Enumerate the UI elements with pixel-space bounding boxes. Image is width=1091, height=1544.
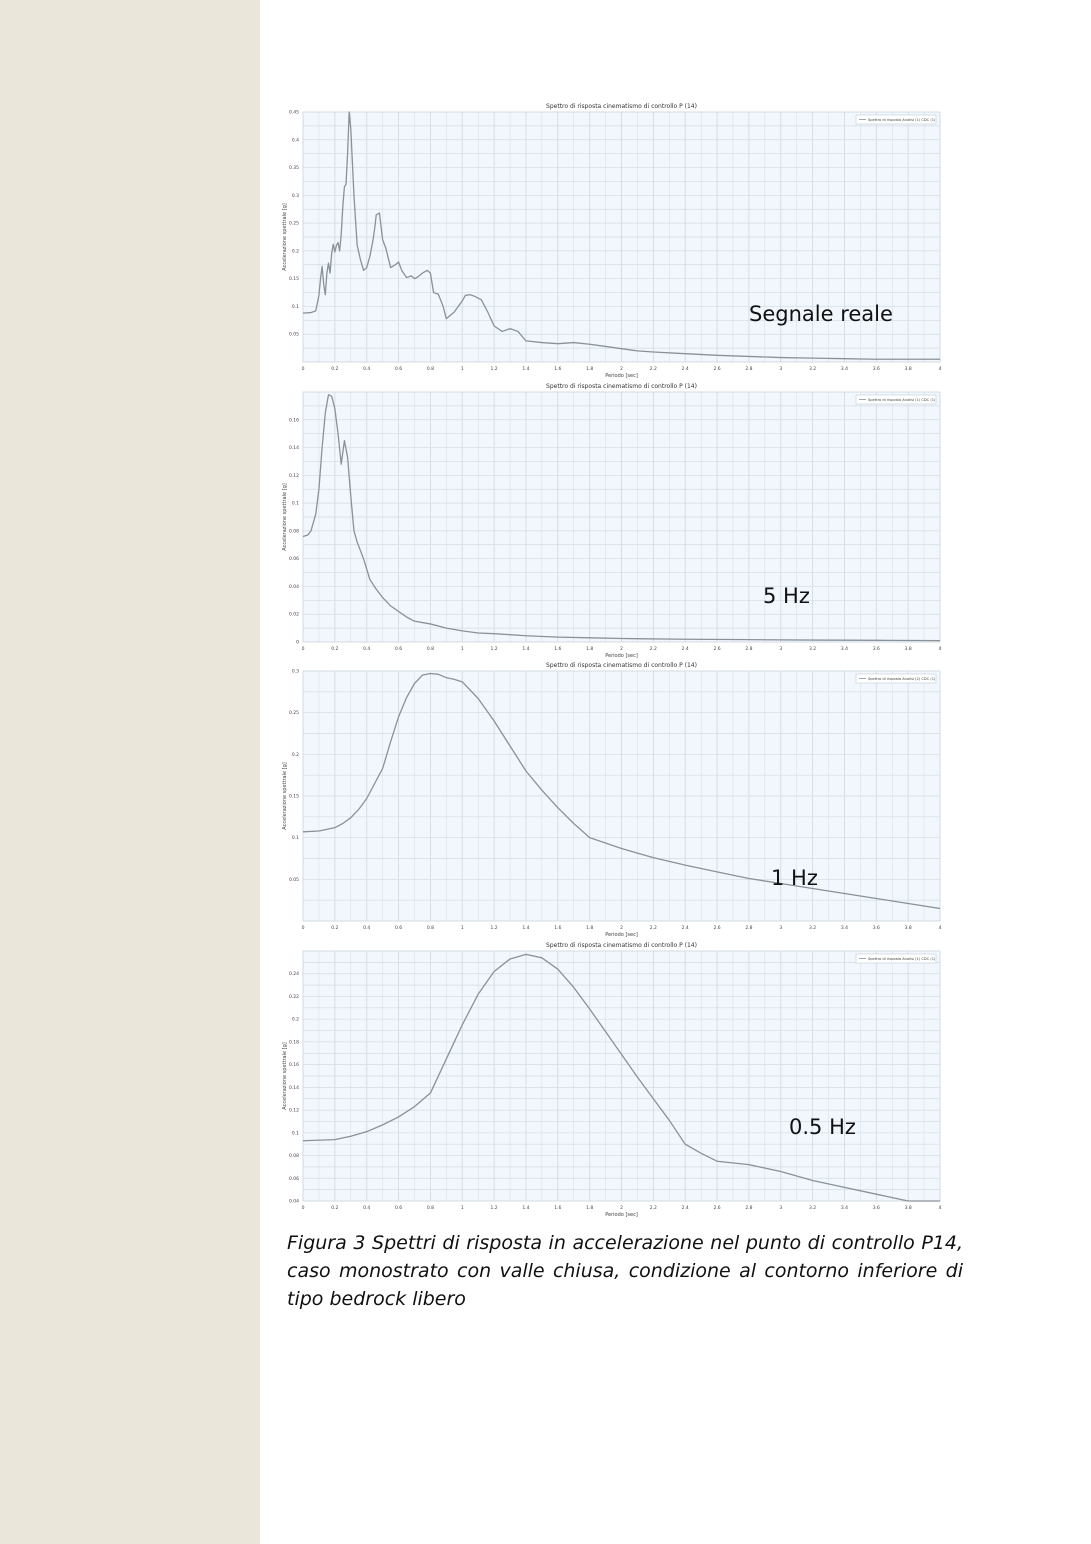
x-tick-label: 4 [938, 926, 942, 931]
x-tick-label: 1.6 [554, 1206, 562, 1211]
y-tick-label: 0.05 [288, 332, 299, 338]
y-tick-label: 0.06 [288, 1176, 299, 1182]
x-tick-label: 1.2 [490, 1206, 498, 1211]
x-tick-label: 1.4 [522, 1206, 530, 1211]
x-tick-label: 1 [460, 1206, 464, 1211]
x-tick-label: 1.2 [490, 926, 498, 931]
x-tick-label: 2.6 [713, 647, 721, 652]
x-tick-label: 2.6 [713, 1206, 721, 1211]
x-tick-label: 2.2 [649, 367, 657, 372]
x-tick-label: 3.2 [809, 1206, 817, 1211]
chart-annotation: 5 Hz [763, 584, 810, 608]
x-tick-label: 2 [620, 367, 623, 372]
x-tick-label: 0.8 [426, 926, 434, 931]
x-tick-label: 2.2 [649, 1206, 657, 1211]
legend-label: Spettro di risposta Analisi (1) CDC (1) [868, 118, 936, 122]
x-tick-label: 2.2 [649, 647, 657, 652]
x-tick-label: 3.6 [872, 926, 880, 931]
chart-title: Spettro di risposta cinematismo di controllo P (14) [546, 383, 697, 390]
y-tick-label: 0.16 [288, 1063, 299, 1069]
x-tick-label: 1.4 [522, 647, 530, 652]
y-tick-label: 0.1 [291, 304, 299, 310]
y-tick-label: 0.35 [288, 166, 299, 172]
y-tick-label: 0.15 [288, 794, 299, 800]
y-axis-label: Accelerazione spettrale [g] [282, 762, 288, 830]
x-tick-label: 0.8 [426, 367, 434, 372]
y-tick-label: 0.2 [291, 752, 299, 758]
x-tick-label: 1.8 [586, 1206, 594, 1211]
x-tick-label: 1.4 [522, 367, 530, 372]
y-tick-label: 0.22 [288, 994, 299, 1000]
x-tick-label: 1 [460, 647, 464, 652]
x-tick-label: 1 [460, 367, 464, 372]
x-tick-label: 3 [779, 1206, 783, 1211]
x-tick-label: 0 [301, 926, 305, 931]
chart-title: Spettro di risposta cinematismo di controllo P (14) [546, 103, 697, 110]
chart-annotation: Segnale reale [749, 302, 893, 326]
x-tick-label: 0.4 [363, 926, 371, 931]
x-tick-label: 3 [779, 647, 783, 652]
x-tick-label: 2 [620, 926, 623, 931]
y-tick-label: 0.06 [288, 557, 299, 563]
legend-label: Spettro di risposta Analisi (2) CDC (1) [868, 677, 936, 681]
chart-annotation: 1 Hz [771, 866, 818, 890]
x-axis-label: Periodo [sec] [605, 1212, 638, 1218]
x-tick-label: 0.4 [363, 647, 371, 652]
y-tick-label: 0.2 [291, 249, 299, 255]
y-tick-label: 0.12 [288, 473, 299, 479]
spectrum-chart-2 [280, 380, 950, 660]
x-tick-label: 3.2 [809, 367, 817, 372]
y-tick-label: 0.4 [291, 138, 299, 144]
x-tick-label: 3.8 [904, 647, 912, 652]
x-tick-label: 1.6 [554, 367, 562, 372]
x-tick-label: 0.2 [331, 926, 339, 931]
x-axis-label: Periodo [sec] [605, 653, 638, 659]
x-tick-label: 0.4 [363, 1206, 371, 1211]
x-tick-label: 2 [620, 1206, 623, 1211]
x-tick-label: 0 [301, 1206, 305, 1211]
x-tick-label: 0 [301, 647, 305, 652]
x-tick-label: 0.6 [394, 647, 403, 652]
x-tick-label: 0.4 [363, 367, 371, 372]
chart-title: Spettro di risposta cinematismo di controllo P (14) [546, 662, 697, 669]
x-tick-label: 3.2 [809, 647, 817, 652]
x-tick-label: 2.8 [745, 926, 753, 931]
chart-title: Spettro di risposta cinematismo di controllo P (14) [546, 942, 697, 949]
y-tick-label: 0.08 [288, 1154, 299, 1160]
y-tick-label: 0.2 [291, 1017, 299, 1023]
x-tick-label: 2 [620, 647, 623, 652]
y-tick-label: 0.3 [291, 193, 299, 199]
y-tick-label: 0.12 [288, 1108, 299, 1114]
x-tick-label: 3 [779, 367, 783, 372]
spectrum-chart-1 [280, 100, 950, 380]
x-tick-label: 0.6 [394, 1206, 403, 1211]
y-tick-label: 0.05 [288, 877, 299, 883]
y-tick-label: 0.18 [288, 1040, 299, 1046]
x-tick-label: 0 [301, 367, 305, 372]
y-tick-label: 0.14 [288, 1085, 299, 1091]
x-tick-label: 3.8 [904, 926, 912, 931]
x-tick-label: 4 [938, 1206, 942, 1211]
x-tick-label: 0.8 [426, 1206, 434, 1211]
x-tick-label: 1.6 [554, 647, 562, 652]
x-tick-label: 3.6 [872, 1206, 880, 1211]
x-tick-label: 2.4 [681, 1206, 689, 1211]
y-tick-label: 0 [296, 640, 299, 646]
x-tick-label: 3.6 [872, 367, 880, 372]
y-tick-label: 0.04 [288, 1199, 299, 1205]
y-tick-label: 0.14 [288, 446, 299, 452]
y-tick-label: 0.25 [288, 711, 299, 717]
y-tick-label: 0.1 [291, 1131, 299, 1137]
x-tick-label: 2.6 [713, 926, 721, 931]
x-tick-label: 0.2 [331, 1206, 339, 1211]
x-tick-label: 2.4 [681, 647, 689, 652]
x-tick-label: 3.8 [904, 367, 912, 372]
x-axis-label: Periodo [sec] [605, 932, 638, 938]
x-tick-label: 2.8 [745, 1206, 753, 1211]
x-tick-label: 0.6 [394, 367, 403, 372]
legend-label: Spettro di risposta Analisi (1) CDC (1) [868, 398, 936, 402]
x-tick-label: 1 [460, 926, 464, 931]
x-tick-label: 2.2 [649, 926, 657, 931]
y-tick-label: 0.15 [288, 277, 299, 283]
x-tick-label: 3.4 [840, 1206, 849, 1211]
x-tick-label: 3.2 [809, 926, 817, 931]
legend [856, 954, 936, 963]
x-tick-label: 0.2 [331, 647, 339, 652]
y-tick-label: 0.24 [288, 972, 299, 978]
x-tick-label: 2.8 [745, 367, 753, 372]
y-axis-label: Accelerazione spettrale [g] [282, 483, 288, 551]
legend [856, 674, 936, 683]
y-tick-label: 0.45 [288, 110, 299, 116]
y-tick-label: 0.08 [288, 529, 299, 535]
x-tick-label: 3.6 [872, 647, 880, 652]
y-tick-label: 0.02 [288, 612, 299, 618]
x-tick-label: 3 [779, 926, 783, 931]
x-tick-label: 0.6 [394, 926, 403, 931]
x-tick-label: 1.8 [586, 926, 594, 931]
x-tick-label: 1.6 [554, 926, 562, 931]
y-tick-label: 0.04 [288, 584, 299, 590]
y-tick-label: 0.1 [291, 501, 299, 507]
x-tick-label: 3.4 [840, 367, 849, 372]
spectrum-chart-3 [280, 659, 950, 939]
x-tick-label: 3.4 [840, 647, 849, 652]
x-tick-label: 2.8 [745, 647, 753, 652]
y-tick-label: 0.16 [288, 418, 299, 424]
y-tick-label: 0.3 [291, 669, 299, 675]
y-tick-label: 0.25 [288, 221, 299, 227]
x-tick-label: 1.8 [586, 367, 594, 372]
chart-annotation: 0.5 Hz [789, 1115, 856, 1139]
x-tick-label: 2.4 [681, 367, 689, 372]
x-tick-label: 1.8 [586, 647, 594, 652]
x-tick-label: 1.2 [490, 367, 498, 372]
legend-label: Spettro di risposta Analisi (1) CDC (1) [868, 957, 936, 961]
legend [856, 115, 936, 124]
y-tick-label: 0.1 [291, 836, 299, 842]
y-axis-label: Accelerazione spettrale [g] [282, 203, 288, 271]
legend [856, 395, 936, 404]
x-tick-label: 0.8 [426, 647, 434, 652]
x-axis-label: Periodo [sec] [605, 373, 638, 379]
x-tick-label: 4 [938, 647, 942, 652]
x-tick-label: 4 [938, 367, 942, 372]
spectrum-chart-4 [280, 939, 950, 1219]
x-tick-label: 2.4 [681, 926, 689, 931]
x-tick-label: 1.2 [490, 647, 498, 652]
figure-caption: Figura 3 Spettri di risposta in accelerazione nel punto di controllo P14, caso monostrato con valle chiusa, condizione al contorno inferiore di tipo bedrock libero [287, 1232, 963, 1310]
x-tick-label: 3.8 [904, 1206, 912, 1211]
x-tick-label: 2.6 [713, 367, 721, 372]
y-axis-label: Accelerazione spettrale [g] [282, 1042, 288, 1110]
x-tick-label: 1.4 [522, 926, 530, 931]
x-tick-label: 0.2 [331, 367, 339, 372]
x-tick-label: 3.4 [840, 926, 849, 931]
